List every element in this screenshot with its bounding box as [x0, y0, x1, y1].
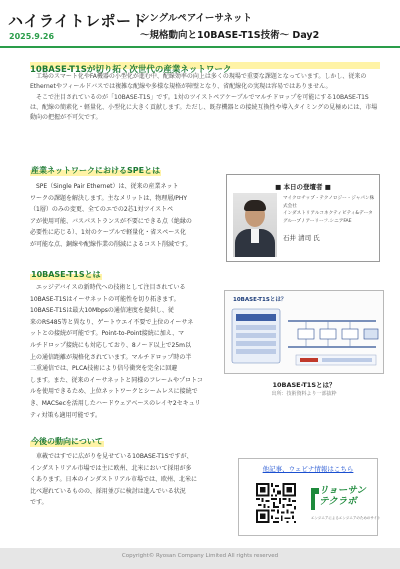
speaker-name: 石井 清司 氏: [283, 234, 320, 242]
t1s-line: 10BASE-T1Sはイーサネットの可能性を切り拓きます。: [30, 295, 180, 303]
lead-banner-text: 10BASE-T1Sが切り拓く次世代の産業ネットワーク: [30, 65, 232, 75]
intro-paragraph-2: そこで注目されているのが「10BASE-T1S」です。1対のツイストペアケーブルでマルチドロップを可能にする10BASE-T1Sは、配線の簡素化・軽量化、小型化に大きく貢献します。ただし、既存機器との接続互換性や導入タイミングの見極めには、市場動向の把握が不可欠です。: [30, 93, 378, 122]
t1s-line: 上の通信距離が規格化されています。マルチドロップ時の半: [30, 353, 192, 361]
section-heading-spe: 産業ネットワークにおけるSPEとは: [31, 166, 161, 175]
org-line: マイクロチップ・テクノロジー・ジャパン株式会社: [283, 196, 375, 209]
section-body-future: [30, 451, 197, 509]
brand-title: ハイライトレポート: [8, 12, 148, 30]
t1s-line: ルを使用できるため、上位ネットワークとシームレスに接続で: [30, 388, 198, 396]
page-footer: [0, 548, 400, 569]
speaker-box-title: ■ 本日の登壇者 ■: [275, 183, 331, 191]
logo-tagline: エンジニアによるエンジニアのためのサイト: [311, 516, 381, 520]
speaker-organization: [283, 195, 377, 225]
future-line: インダストリアル市場では主に欧州、北米において採用が多: [30, 464, 192, 472]
spe-line: （1層）のみの変更、全てのエでの2芯1対ツイストペ: [30, 206, 174, 214]
t1s-line: ットとの接続が可能です。Point-to-Point接続に加え、マ: [30, 330, 185, 338]
figure-caption: 10BASE-T1Sとは？: [272, 381, 336, 389]
ryosan-techlab-logo[interactable]: [309, 483, 381, 527]
spe-line: が可能な点、銅線や配線作業の削減によるコスト削減です。: [30, 240, 192, 248]
t1s-line: します。また、従来のイーサネットと同様のフレームやプロトコ: [30, 376, 203, 384]
speaker-box: [226, 174, 380, 262]
copyright-text: Copyright© Ryosan Company Limited All rights reserved: [121, 553, 279, 559]
t1s-line: 10BASE-T1Sは最大10Mbpsの通信速度を提供し、従: [30, 307, 174, 315]
figure-inner-title: 10BASE-T1Sとは？: [233, 297, 287, 303]
future-line: くあります。日本のインダストリアル市場では、欧州、北米に: [30, 476, 198, 484]
title-line-1: シングルペアイーサネット: [140, 13, 253, 24]
qr-code[interactable]: [256, 483, 296, 523]
intro-paragraph-1: 工場のスマート化やFA機器の小型化が進む中、配線効率の向上は多くの現場で重要な課題となっています。しかし、従来のEthernetやフィールドバスでは複雑な配線や多様な規格が障壁となり、省配線化の実現は容易ではありません。: [30, 73, 367, 91]
spe-line: 必要性に応じる）、1対のケーブルで軽量化・省スペース化: [30, 229, 186, 237]
t1s-line: ルチドロップ接続にも対応しており、8ノード以上で25m以: [30, 341, 191, 349]
cta-box: [238, 458, 381, 536]
report-title: [140, 10, 390, 41]
lead-banner: [30, 57, 380, 75]
t1s-line: き、MACSecを活用したハードウェアベースのレイヤ2セキュリ: [30, 399, 201, 407]
t1s-line: ティ対策も適用可能です。: [30, 411, 102, 419]
network-diagram-graphic: [226, 303, 384, 373]
t1s-line: 来のRS485等と異なり、ゲートウエイ不要で上位のイーサネ: [30, 318, 194, 326]
more-articles-link[interactable]: 他記事、ウェビナ情報はこちら: [262, 465, 354, 473]
logo-text-line-1: リョーサン: [319, 485, 366, 496]
spe-line: ワークの課題を解決します。主なメリットは、物理層/PHY: [30, 194, 188, 202]
report-date: 2025.9.26: [9, 32, 55, 41]
logo-text-line-2: テクラボ: [319, 496, 357, 507]
future-line: です。: [30, 499, 48, 507]
section-heading-future: 今後の動向について: [31, 437, 103, 446]
future-line: 比べ遅れているものの、採用並びに検討は進んでいる状況: [30, 487, 186, 495]
logo-wordmark: [319, 485, 366, 507]
org-line: グループ / アーリーフ.シニアFAE: [283, 218, 352, 224]
figure-source: 出所：技術資料より一部抜粋: [271, 391, 337, 397]
report-header: [0, 0, 400, 48]
network-diagram: [224, 290, 384, 374]
section-heading-10base-t1s: 10BASE-T1Sとは: [31, 270, 101, 279]
intro-text: [30, 72, 380, 123]
title-line-2: ～規格動向と10BASE-T1S技術～ Day2: [140, 30, 320, 41]
org-line: インダストリアルコネクティビティ&データ: [283, 211, 373, 216]
author-photo: [233, 193, 277, 257]
spe-line: SPE（Single Pair Ethernet）は、従来の産業ネット: [36, 183, 179, 190]
t1s-line: 二重通信では、PLCA技術により信号衝突を完全に回避: [30, 365, 178, 373]
section-body-10base-t1s: [30, 282, 203, 421]
section-body-spe: [30, 181, 192, 251]
future-line: 車載ではすでに広がりを見せている10BASE-T1Sですが、: [36, 453, 193, 460]
t1s-line: エッジデバイスの新時代への技術として注目されている: [36, 284, 186, 291]
spe-line: アが使用可能、バスパストランスが不要にできる点（絶縁の: [30, 217, 192, 225]
figure-10base-t1s: [224, 290, 384, 402]
